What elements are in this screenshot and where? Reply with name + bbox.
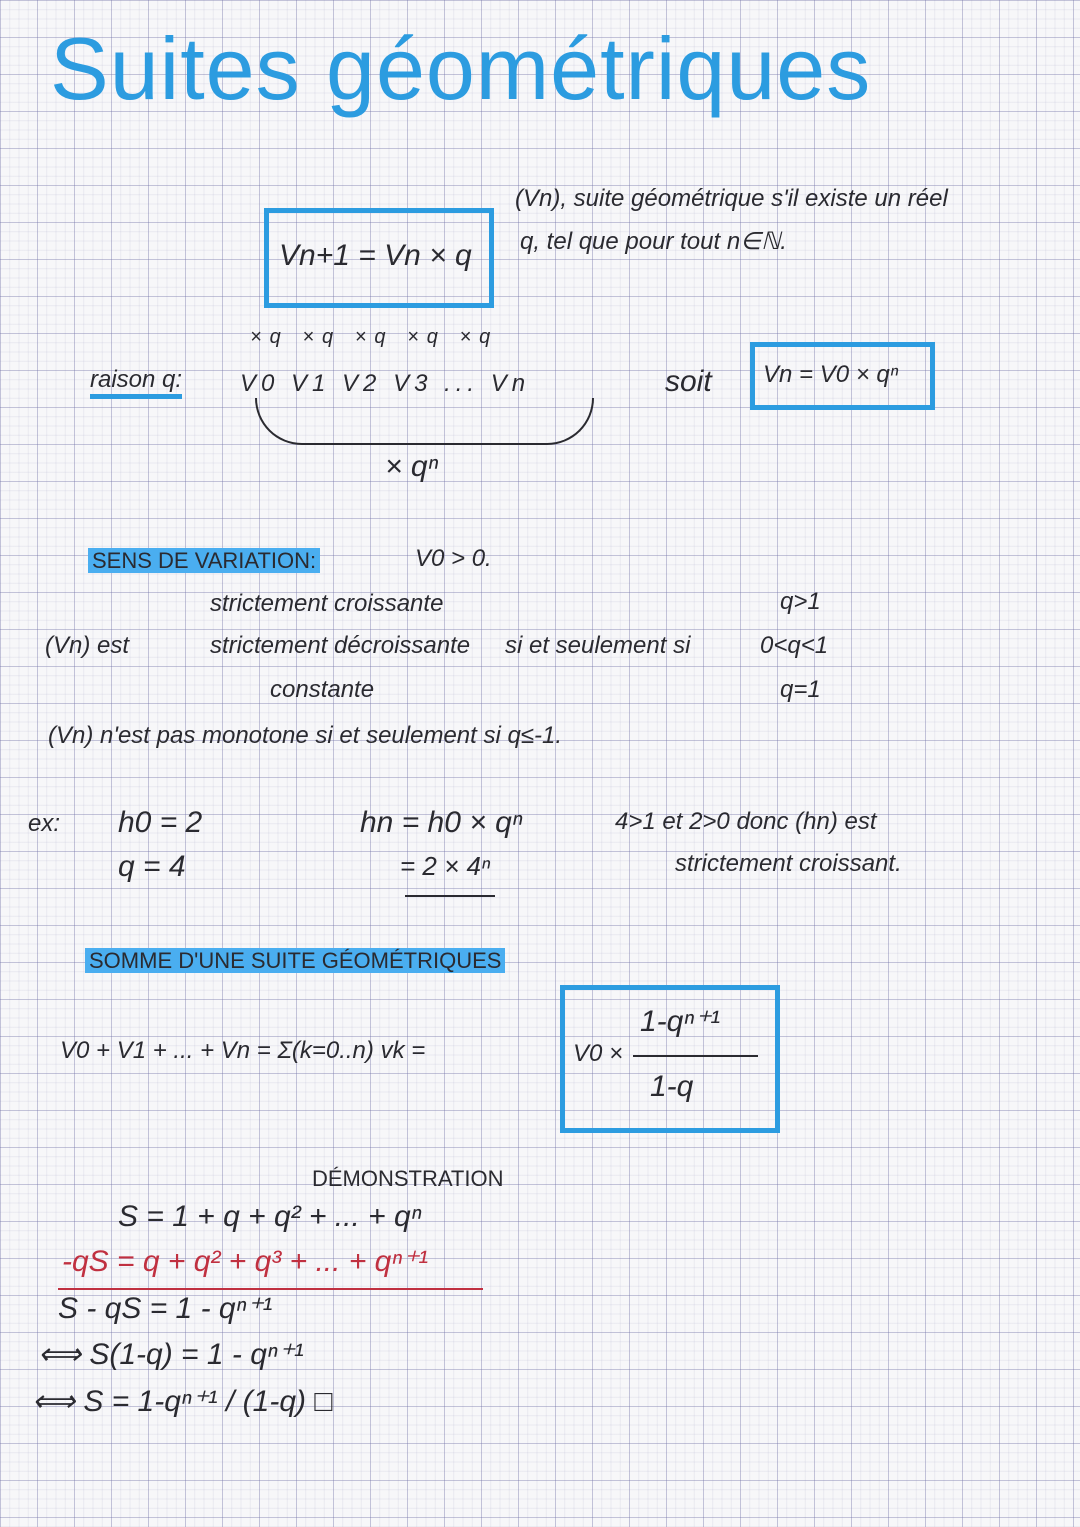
variation-condition: V0 > 0.	[415, 545, 492, 572]
sum-formula-box	[560, 985, 780, 1133]
variation-subject: (Vn) est	[45, 632, 130, 659]
sum-rhs-prefix: V0 ×	[573, 1040, 624, 1067]
page-title: Suites géométriques	[50, 19, 872, 118]
demo-line-4: ⟺ S(1-q) = 1 - qⁿ⁺¹	[38, 1338, 304, 1371]
non-monotone-text: (Vn) n'est pas monotone si et seulement si q≤-1.	[48, 722, 563, 749]
sum-numerator: 1-qⁿ⁺¹	[640, 1005, 721, 1038]
demo-line-2: -qS = q + q² + q³ + ... + qⁿ⁺¹	[62, 1245, 429, 1278]
raison-total: × qⁿ	[385, 450, 439, 483]
example-label: ex:	[28, 810, 61, 837]
subtraction-line	[58, 1288, 483, 1290]
arc-arrow	[255, 398, 594, 445]
demo-heading: DÉMONSTRATION	[312, 1166, 504, 1191]
example-conclusion-2: strictement croissant.	[675, 850, 902, 877]
raison-step-labels: ×q ×q ×q ×q ×q	[250, 326, 499, 348]
raison-formula-box	[750, 342, 935, 410]
soit-label: soit	[665, 365, 712, 398]
example-conclusion-1: 4>1 et 2>0 donc (hn) est	[615, 808, 877, 835]
case-increasing: strictement croissante	[210, 590, 444, 617]
definition-formula-box	[264, 208, 494, 308]
definition-text-2: q, tel que pour tout n∈ℕ.	[520, 228, 787, 255]
demo-line-1: S = 1 + q + q² + ... + qⁿ	[118, 1200, 422, 1233]
raison-chain: V0 V1 V2 V3 ... Vn	[240, 370, 531, 397]
cond-increasing: q>1	[780, 588, 821, 615]
case-decreasing: strictement décroissante	[210, 632, 471, 659]
sum-denominator: 1-q	[650, 1070, 694, 1103]
cond-constant: q=1	[780, 676, 821, 703]
iff-text: si et seulement si	[505, 632, 691, 659]
variation-heading: SENS DE VARIATION:	[88, 548, 320, 573]
sum-lhs: V0 + V1 + ... + Vn = Σ(k=0..n) vk =	[60, 1037, 426, 1064]
sum-heading: SOMME D'UNE SUITE GÉOMÉTRIQUES	[85, 948, 505, 973]
raison-formula: Vn = V0 × qⁿ	[763, 361, 899, 388]
example-formula-result: = 2 × 4ⁿ	[400, 851, 491, 881]
fraction-bar	[633, 1055, 758, 1057]
definition-text-1: (Vn), suite géométrique s'il existe un réel	[515, 185, 948, 212]
demo-line-3: S - qS = 1 - qⁿ⁺¹	[58, 1292, 273, 1325]
cond-decreasing: 0<q<1	[760, 632, 829, 659]
example-h0: h0 = 2	[118, 806, 203, 839]
example-q: q = 4	[118, 850, 186, 883]
example-formula: hn = h0 × qⁿ	[360, 806, 523, 839]
underline	[405, 895, 495, 897]
raison-label: raison q:	[90, 366, 182, 399]
case-constant: constante	[270, 676, 375, 703]
definition-formula: Vn+1 = Vn × q	[279, 239, 472, 272]
demo-line-5: ⟺ S = 1-qⁿ⁺¹ / (1-q) □	[32, 1385, 333, 1418]
